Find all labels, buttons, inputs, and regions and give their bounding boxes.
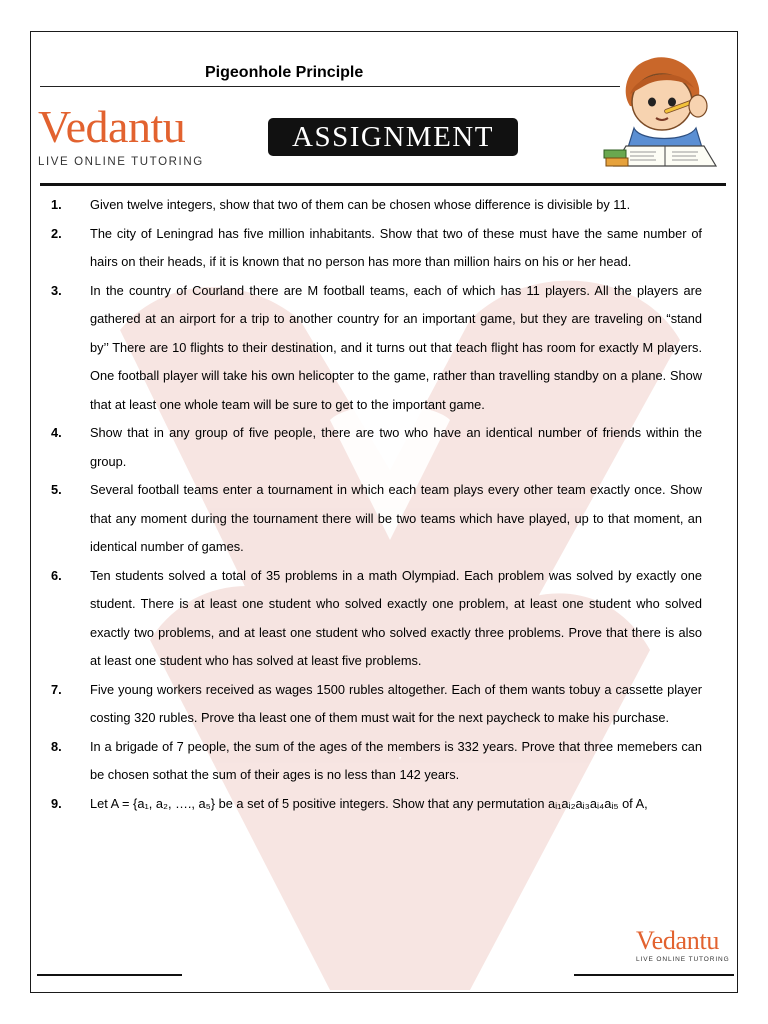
- logo-wordmark: Vedantu: [38, 101, 186, 152]
- assignment-badge: ASSIGNMENT: [268, 118, 518, 156]
- question-item: [42, 191, 702, 220]
- question-item: [42, 419, 702, 476]
- question-text: Show that in any group of five people, there are two who have an identical number of friends within the group.: [90, 425, 702, 469]
- question-number: 7.: [51, 681, 62, 697]
- question-item: [42, 277, 702, 420]
- logo-tagline: LIVE ONLINE TUTORING: [38, 156, 204, 168]
- document-title: Pigeonhole Principle: [205, 64, 364, 81]
- question-text: In a brigade of 7 people, the sum of the ages of the members is 332 years. Prove that three memebers can be chosen sothat the sum of their ages is no less than 142 years.: [90, 738, 702, 782]
- question-item: [42, 476, 702, 562]
- question-text: Several football teams enter a tournament in which each team plays every other team exactly once. Show that any moment during the tournament there will be two teams which have played, up to that moment, an identical number of games.: [90, 482, 702, 554]
- header-divider: [40, 183, 726, 186]
- question-text: Let A = {a₁, a₂, …., a₅} be a set of 5 positive integers. Show that any permutation aᵢ₁aᵢ₂aᵢ₃aᵢ₄aᵢ₅ of A,: [90, 795, 648, 811]
- question-item: [42, 562, 702, 676]
- footer-logo-tagline: LIVE ONLINE TUTORING: [636, 956, 730, 963]
- question-item: [42, 733, 702, 790]
- question-number: 6.: [51, 567, 62, 583]
- question-list: [42, 191, 702, 818]
- question-text: Ten students solved a total of 35 problems in a math Olympiad. Each problem was solved by exactly one student. There is at least one student who solved exactly one problem, at least one student who solved exactly two problems, and at least one student who solved exactly three problems. Prove that there is also at least one student who has solved at least five problems.: [90, 567, 702, 668]
- vedantu-logo: [36, 101, 226, 176]
- question-item: [42, 220, 702, 277]
- question-number: 4.: [51, 425, 62, 440]
- question-number: 5.: [51, 482, 62, 497]
- question-number: 3.: [51, 282, 62, 298]
- question-item: [42, 676, 702, 733]
- title-underline: [40, 86, 620, 87]
- question-number: 2.: [51, 225, 62, 241]
- question-number: 1.: [51, 197, 62, 212]
- footer-rule-right: [574, 974, 734, 976]
- question-item: [42, 790, 702, 819]
- question-text: The city of Leningrad has five million inhabitants. Show that two of these must have the same number of hairs on their heads, if it is known that no person has more than million hairs on his or her head.: [90, 225, 702, 269]
- footer-logo-wordmark: Vedantu: [636, 926, 720, 955]
- question-number: 8.: [51, 738, 62, 754]
- footer-rule-left: [37, 974, 182, 976]
- footer-vedantu-logo: [636, 928, 736, 963]
- question-text: Five young workers received as wages 1500 rubles altogether. Each of them wants tobuy a cassette player costing 320 rubles. Prove tha least one of them must wait for the next paycheck to make his purchase.: [90, 681, 702, 725]
- question-text: Given twelve integers, show that two of them can be chosen whose difference is divisible by 11.: [90, 197, 631, 212]
- question-number: 9.: [51, 795, 62, 811]
- student-studying-icon: [600, 46, 726, 172]
- question-text: In the country of Courland there are M football teams, each of which has 11 players. All the players are gathered at an airport for a trip to another country for an important game, but they are traveling on “stand by’’ There are 10 flights to their destination, and it turns out that teach flight has room for exactly M players. One football player will take his own helicopter to the game, rather than travelling standby on a plane. Show that at least one whole team will be sure to get to the important game.: [90, 282, 702, 412]
